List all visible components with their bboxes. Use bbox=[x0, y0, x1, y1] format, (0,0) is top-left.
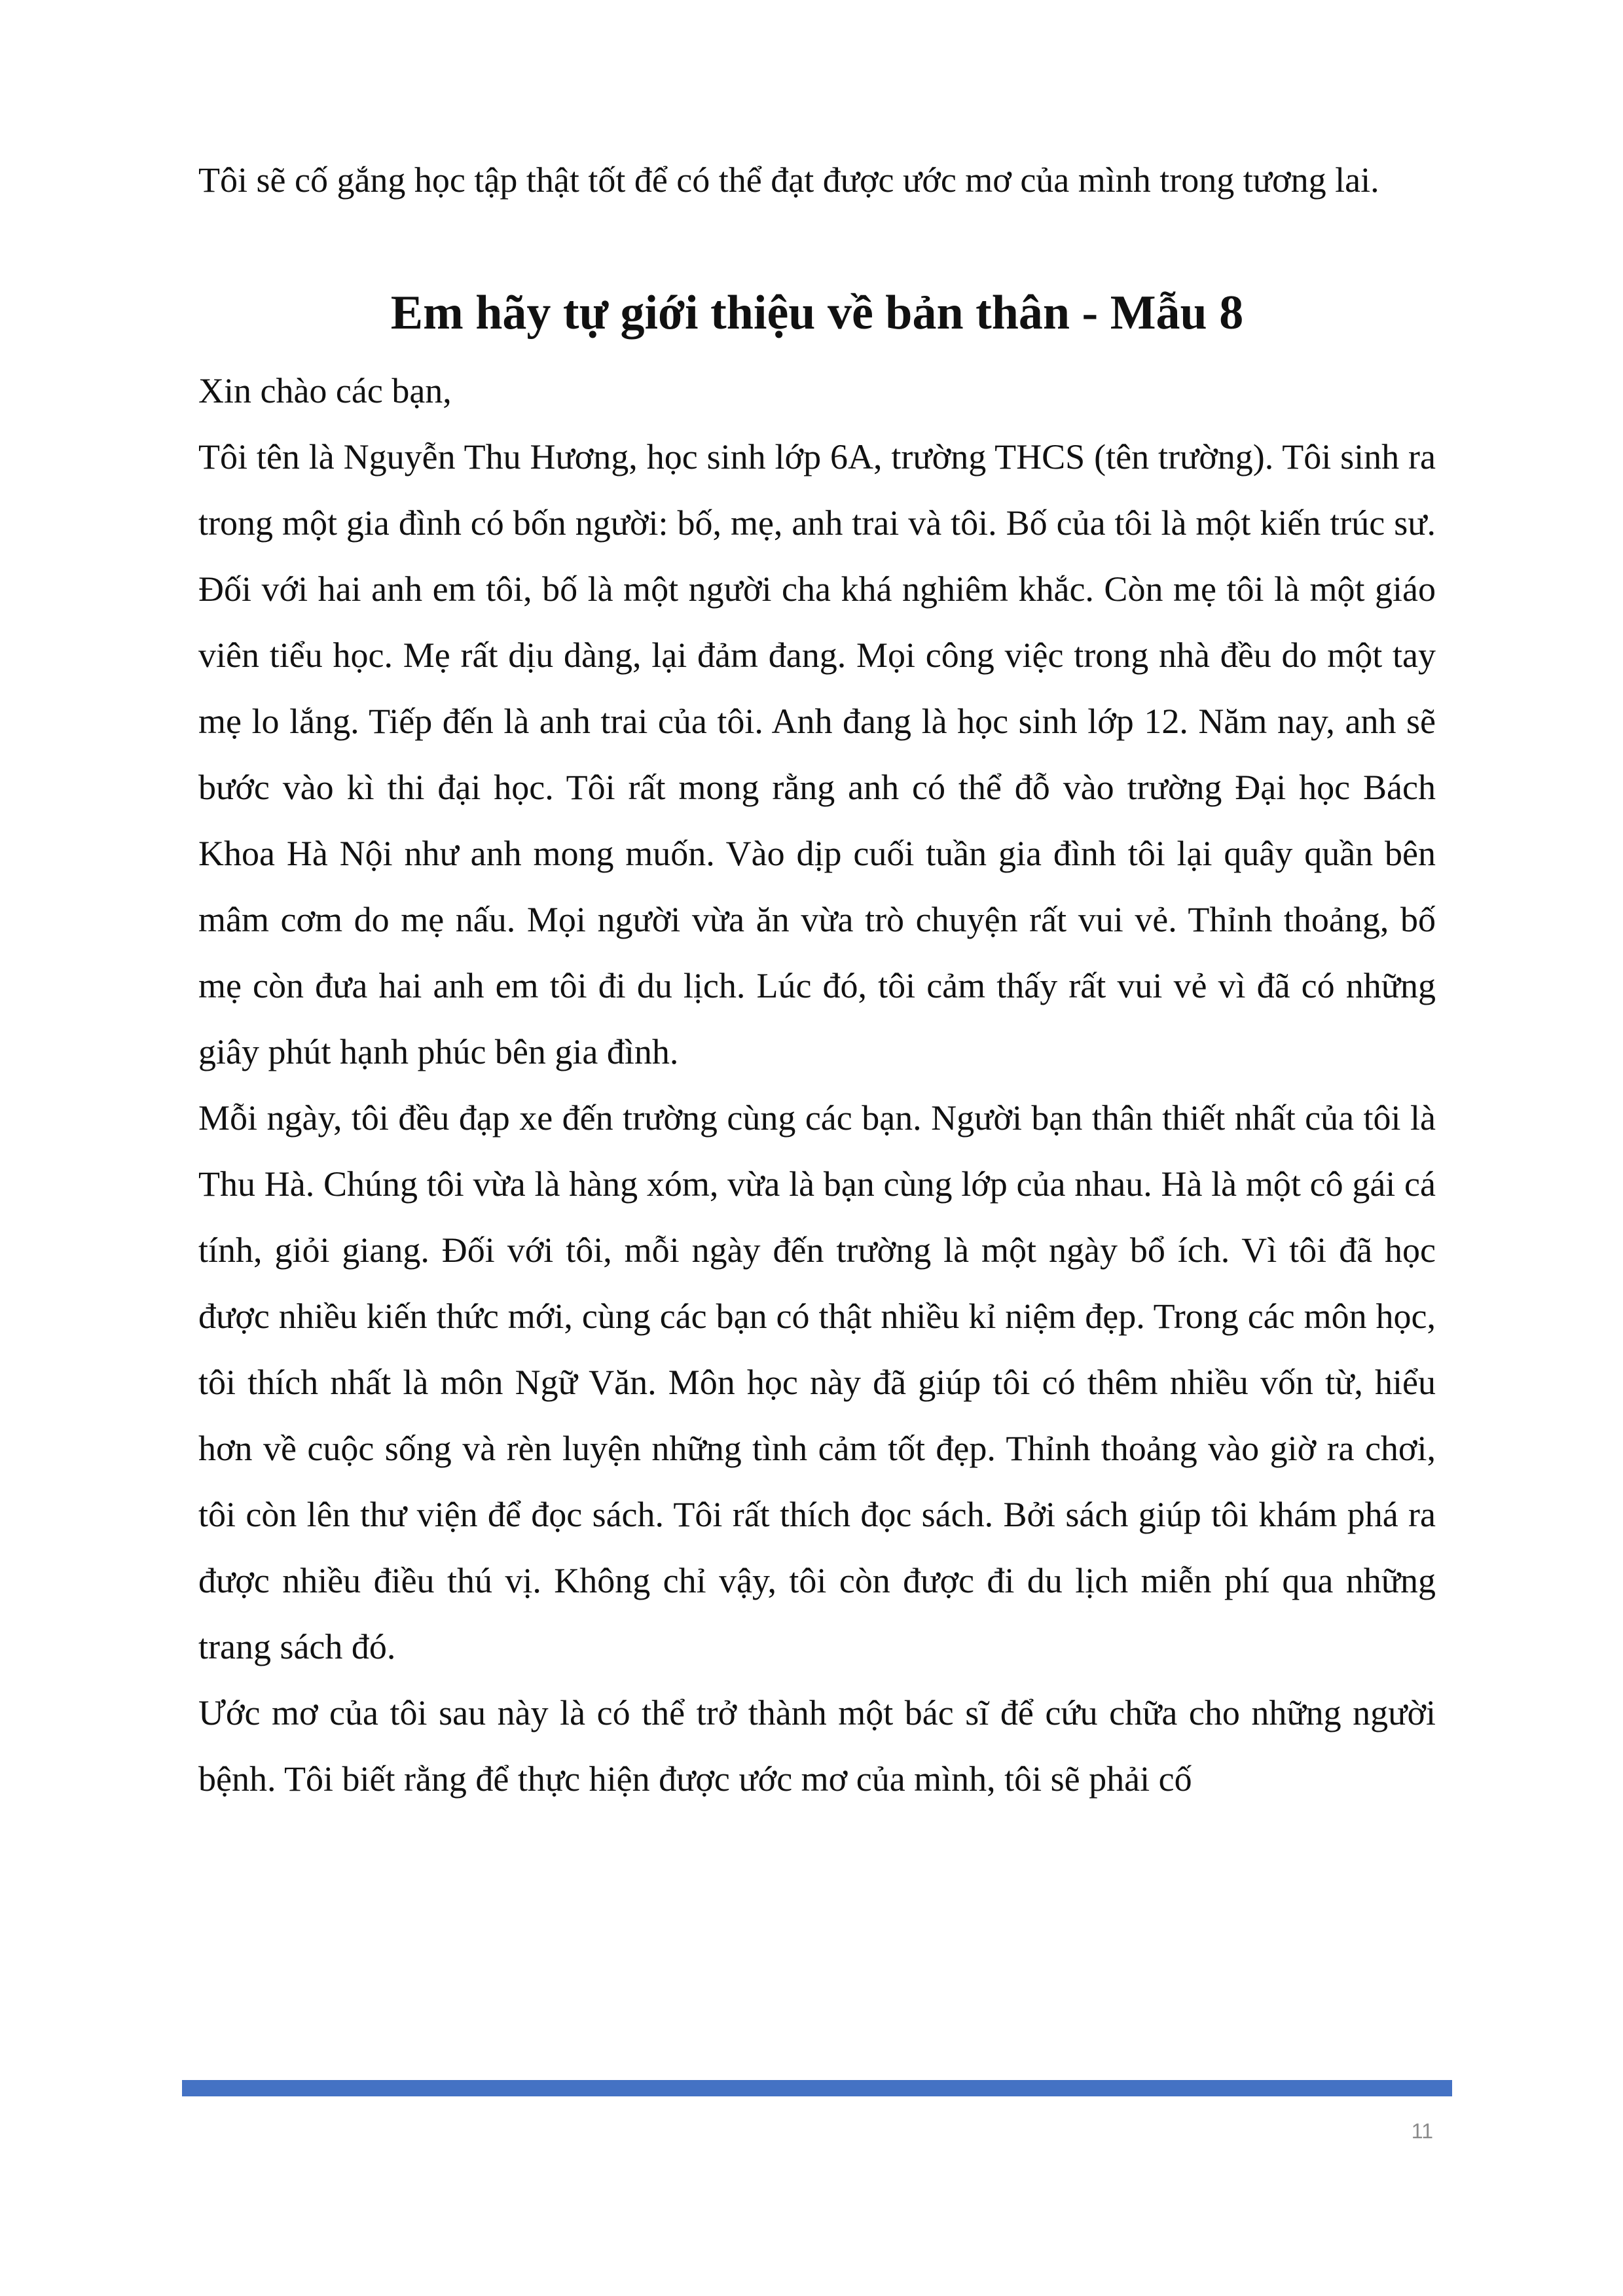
school-paragraph: Mỗi ngày, tôi đều đạp xe đến trường cùng các bạn. Người bạn thân thiết nhất của tôi là Thu Hà. Chúng tôi vừa là hàng xóm, vừa là bạn cùng lớp của nhau. Hà là một cô gái cá tính, giỏi giang. Đối với tôi, mỗi ngày đến trường là một ngày bổ ích. Vì tôi đã học được nhiều kiến thức mới, cùng các bạn có thật nhiều kỉ niệm đẹp. Trong các môn học, tôi thích nhất là môn Ngữ Văn. Môn học này đã giúp tôi có thêm nhiều vốn từ, hiểu hơn về cuộc sống và rèn luyện những tình cảm tốt đẹp. Thỉnh thoảng vào giờ ra chơi, tôi còn lên thư viện để đọc sách. Tôi rất thích đọc sách. Bởi sách giúp tôi khám phá ra được nhiều điều thú vị. Không chỉ vậy, tôi còn được đi du lịch miễn phí qua những trang sách đó. bbox=[198, 1098, 1436, 1666]
family-paragraph: Tôi tên là Nguyễn Thu Hương, học sinh lớp 6A, trường THCS (tên trường). Tôi sinh ra trong một gia đình có bốn người: bố, mẹ, anh trai và tôi. Bố của tôi là một kiến trúc sư. Đối với hai anh em tôi, bố là một người cha khá nghiêm khắc. Còn mẹ tôi là một giáo viên tiểu học. Mẹ rất dịu dàng, lại đảm đang. Mọi công việc trong nhà đều do một tay mẹ lo lắng. Tiếp đến là anh trai của tôi. Anh đang là học sinh lớp 12. Năm nay, anh sẽ bước vào kì thi đại học. Tôi rất mong rằng anh có thể đỗ vào trường Đại học Bách Khoa Hà Nội như anh mong muốn. Vào dịp cuối tuần gia đình tôi lại quây quần bên mâm cơm do mẹ nấu. Mọi người vừa ăn vừa trò chuyện rất vui vẻ. Thỉnh thoảng, bố mẹ còn đưa hai anh em tôi đi du lịch. Lúc đó, tôi cảm thấy rất vui vẻ vì đã có những giây phút hạnh phúc bên gia đình. bbox=[198, 437, 1436, 1071]
footer-rule bbox=[182, 2080, 1452, 2096]
continued-paragraph: Tôi sẽ cố gắng học tập thật tốt để có thể đạt được ước mơ của mình trong tương lai. bbox=[198, 160, 1379, 200]
page-number: 11 bbox=[1411, 2119, 1433, 2143]
greeting-paragraph: Xin chào các bạn, bbox=[198, 371, 452, 410]
page-body bbox=[198, 147, 1436, 1812]
section-heading: Em hãy tự giới thiệu về bản thân - Mẫu 8 bbox=[390, 286, 1244, 340]
dream-paragraph: Ước mơ của tôi sau này là có thể trở thành một bác sĩ để cứu chữa cho những người bệnh. Tôi biết rằng để thực hiện được ước mơ của mình, tôi sẽ phải cố bbox=[198, 1693, 1436, 1799]
